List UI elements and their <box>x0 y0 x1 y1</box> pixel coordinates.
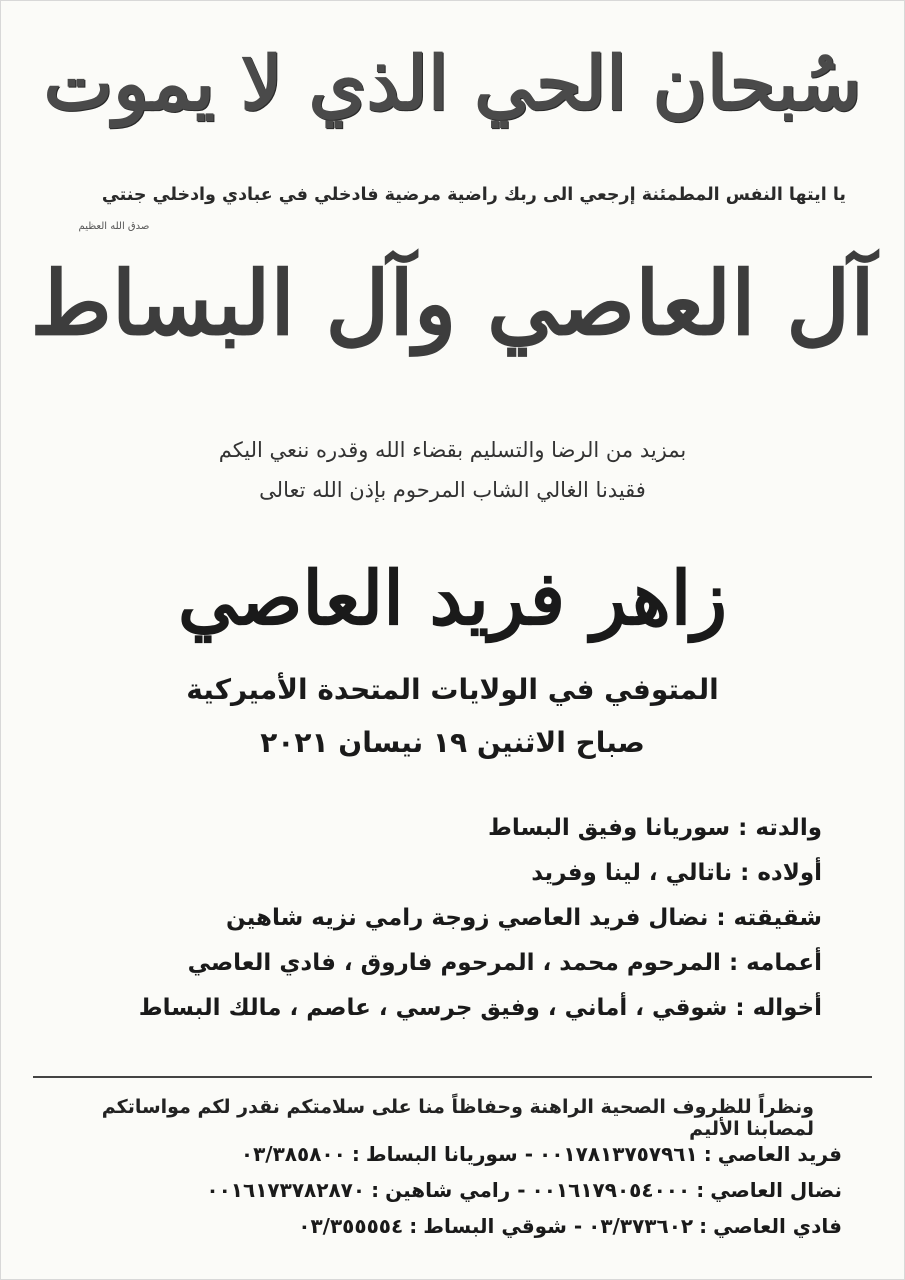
contact-number: ٠٣/٣٧٣٦٠٢ <box>588 1214 694 1238</box>
contact-name: شوقي البساط <box>423 1214 567 1238</box>
contact-row: فريد العاصي:٠٠١٧٨١٣٧٥٧٩٦١- سوريانا البساط:٠٣/٣٨٥٨٠٠ <box>240 1142 842 1166</box>
relative-value: سوريانا وفيق البساط <box>487 815 731 841</box>
calligraphy-heading: سُبحان الحي الذي لا يموت <box>43 41 862 127</box>
relative-label: أولاده <box>757 860 822 886</box>
relative-row-maternal-uncles: أخواله : شوقي ، أماني ، وفيق جرسي ، عاصم ، مالك البساط <box>138 995 822 1021</box>
relative-value: شوقي ، أماني ، وفيق جرسي ، عاصم ، مالك البساط <box>138 995 728 1021</box>
contact-name: فريد العاصي <box>717 1142 842 1166</box>
quran-verse: يا ايتها النفس المطمئنة إرجعي الى ربك راضية مرضية فادخلي في عبادي وادخلي جنتي <box>101 185 846 205</box>
relative-label: أعمامه <box>746 950 822 976</box>
contact-row: نضال العاصي:٠٠١٦١٧٩٠٥٤٠٠٠- رامي شاهين:٠٠١٦١٧٣٧٨٢٨٧٠ <box>206 1178 842 1202</box>
condolence-notice: ونظراً للظروف الصحية الراهنة وحفاظاً منا على سلامتكم نقدر لكم مواساتكم لمصابنا الأليم <box>101 1096 814 1140</box>
contact-number: ٠٠١٦١٧٩٠٥٤٠٠٠ <box>531 1178 691 1202</box>
families-title: آل العاصي وآل البساط <box>30 251 875 355</box>
announcement-line-1: بمزيد من الرضا والتسليم بقضاء الله وقدره ننعي اليكم <box>218 438 687 462</box>
relative-label: أخواله <box>752 995 822 1021</box>
relative-row-paternal-uncles: أعمامه : المرحوم محمد ، المرحوم فاروق ، فادي العاصي <box>187 950 822 976</box>
relative-row-children: أولاده : ناتالي ، لينا وفريد <box>531 860 822 886</box>
contact-number: ٠٣/٣٥٥٥٥٤ <box>298 1214 404 1238</box>
death-place: المتوفي في الولايات المتحدة الأميركية <box>186 673 719 706</box>
relative-row-sister: شقيقته : نضال فريد العاصي زوجة رامي نزيه شاهين <box>225 905 822 931</box>
announcement-line-2: فقيدنا الغالي الشاب المرحوم بإذن الله تعالى <box>259 478 646 502</box>
relatives-list <box>41 806 822 1031</box>
contacts-list <box>41 1136 842 1244</box>
relative-row-mother: والدته : سوريانا وفيق البساط <box>487 815 822 841</box>
contact-number: ٠٣/٣٨٥٨٠٠ <box>240 1142 346 1166</box>
relative-label: والدته <box>755 815 822 841</box>
contact-name: سوريانا البساط <box>365 1142 518 1166</box>
contact-row: فادي العاصي:٠٣/٣٧٣٦٠٢- شوقي البساط:٠٣/٣٥٥٥٥٤ <box>298 1214 842 1238</box>
relative-value: المرحوم محمد ، المرحوم فاروق ، فادي العاصي <box>187 950 721 976</box>
relative-value: ناتالي ، لينا وفريد <box>531 860 733 886</box>
relative-value: نضال فريد العاصي زوجة رامي نزيه شاهين <box>225 905 709 931</box>
contact-name: فادي العاصي <box>713 1214 842 1238</box>
contact-number: ٠٠١٧٨١٣٧٥٧٩٦١ <box>539 1142 698 1166</box>
deceased-name: زاهر فريد العاصي <box>177 556 728 642</box>
contact-name: نضال العاصي <box>710 1178 842 1202</box>
contact-number: ٠٠١٦١٧٣٧٨٢٨٧٠ <box>206 1178 366 1202</box>
death-date: صباح الاثنين ١٩ نيسان ٢٠٢١ <box>260 726 645 759</box>
verse-attribution: صدق الله العظيم <box>78 221 150 232</box>
relative-label: شقيقته <box>733 905 822 931</box>
contact-name: رامي شاهين <box>385 1178 511 1202</box>
section-divider <box>33 1076 872 1078</box>
